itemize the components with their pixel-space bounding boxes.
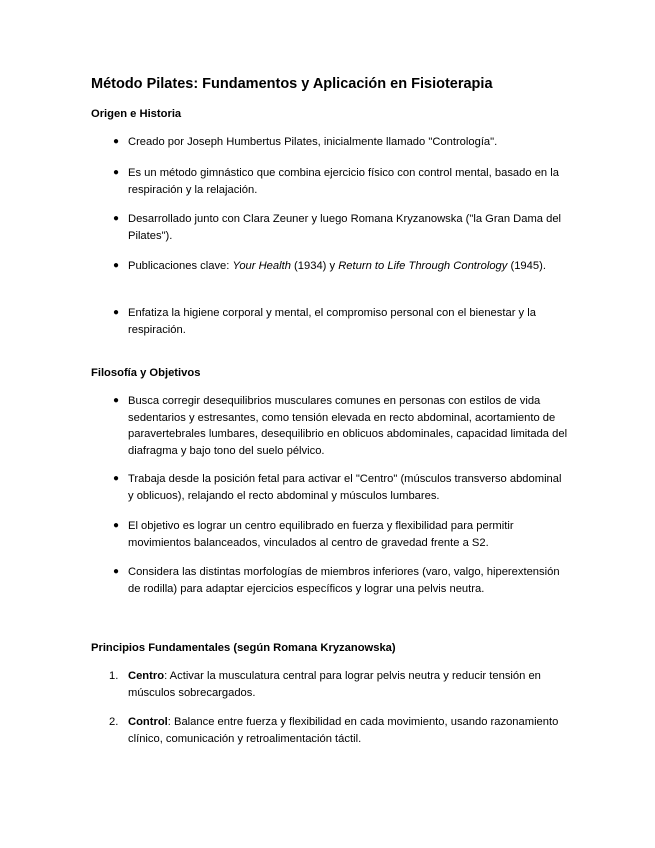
- publicaciones-mid: (1934) y: [290, 260, 339, 272]
- publicaciones-suffix: (1945).: [507, 260, 546, 272]
- list-item-text: [128, 260, 546, 272]
- principle-description: : Activar la musculatura central para lograr pelvis neutra y reducir tensión en músculos sobrecargados.: [128, 670, 541, 699]
- list-item: [109, 714, 568, 747]
- bullet-icon: ●: [113, 307, 120, 318]
- document-title: Método Pilates: Fundamentos y Aplicación en Fisioterapia: [91, 76, 493, 92]
- list-item-number: 2.: [109, 716, 119, 728]
- publicaciones-prefix: Publicaciones clave:: [128, 260, 233, 272]
- section-heading-principios: Principios Fundamentales (según Romana Kryzanowska): [91, 642, 396, 654]
- list-item: [113, 305, 568, 338]
- list-item: [109, 668, 568, 701]
- list-item-text: Trabaja desde la posición fetal para activar el "Centro" (músculos transverso abdominal y oblicuos), relajando el recto abdominal y músculos lumbares.: [128, 473, 562, 502]
- principle-term: Control: [128, 716, 168, 728]
- section-heading-origen: Origen e Historia: [91, 108, 182, 120]
- bullet-icon: ●: [113, 566, 120, 577]
- list-item-text: Enfatiza la higiene corporal y mental, el compromiso personal con el bienestar y la respiración.: [128, 307, 536, 336]
- bullet-icon: ●: [113, 260, 120, 271]
- list-item: [113, 211, 568, 244]
- list-item-text: Creado por Joseph Humbertus Pilates, inicialmente llamado "Contrología".: [128, 136, 498, 148]
- list-item-number: 1.: [109, 670, 119, 682]
- book-title-your-health: Your Health: [232, 260, 291, 272]
- bullet-icon: ●: [113, 395, 120, 406]
- bullet-icon: ●: [113, 473, 120, 484]
- list-item-text: [128, 716, 558, 745]
- list-item: [113, 258, 568, 275]
- list-item-text: [128, 670, 541, 699]
- principle-description: : Balance entre fuerza y flexibilidad en cada movimiento, usando razonamiento clínico, comunicación y retroalimentación táctil.: [128, 716, 559, 745]
- bullet-icon: ●: [113, 520, 120, 531]
- bullet-icon: ●: [113, 213, 120, 224]
- list-item: [113, 564, 568, 597]
- list-item: [113, 165, 568, 198]
- list-item-text: Busca corregir desequilibrios musculares comunes en personas con estilos de vida sedentarios y estresantes, como tensión elevada en recto abdominal, acortamiento de paravertebrales lumbares, desequilibrio en oblicuos abdominales, capacidad limitada del diafragma y bajo tono del suelo pélvico.: [128, 395, 568, 457]
- list-item-text: Es un método gimnástico que combina ejercicio físico con control mental, basado en la respiración y la relajación.: [128, 167, 559, 196]
- principle-term: Centro: [128, 670, 165, 682]
- list-item: [113, 393, 568, 459]
- list-item-text: Desarrollado junto con Clara Zeuner y luego Romana Kryzanowska ("la Gran Dama del Pilates").: [128, 213, 562, 242]
- list-item-text: Considera las distintas morfologías de miembros inferiores (varo, valgo, hiperextensión de rodilla) para adaptar ejercicios específicos y lograr una pelvis neutra.: [128, 566, 560, 595]
- list-item: [113, 471, 568, 504]
- bullet-icon: ●: [113, 136, 120, 147]
- book-title-return-to-life: Return to Life Through Contrology: [338, 260, 508, 272]
- section-heading-filosofia: Filosofía y Objetivos: [91, 367, 201, 379]
- bullet-icon: ●: [113, 167, 120, 178]
- list-item: [113, 134, 568, 151]
- list-item-text: El objetivo es lograr un centro equilibrado en fuerza y flexibilidad para permitir movimientos balanceados, vinculados al centro de gravedad frente a S2.: [128, 520, 514, 549]
- list-item: [113, 518, 568, 551]
